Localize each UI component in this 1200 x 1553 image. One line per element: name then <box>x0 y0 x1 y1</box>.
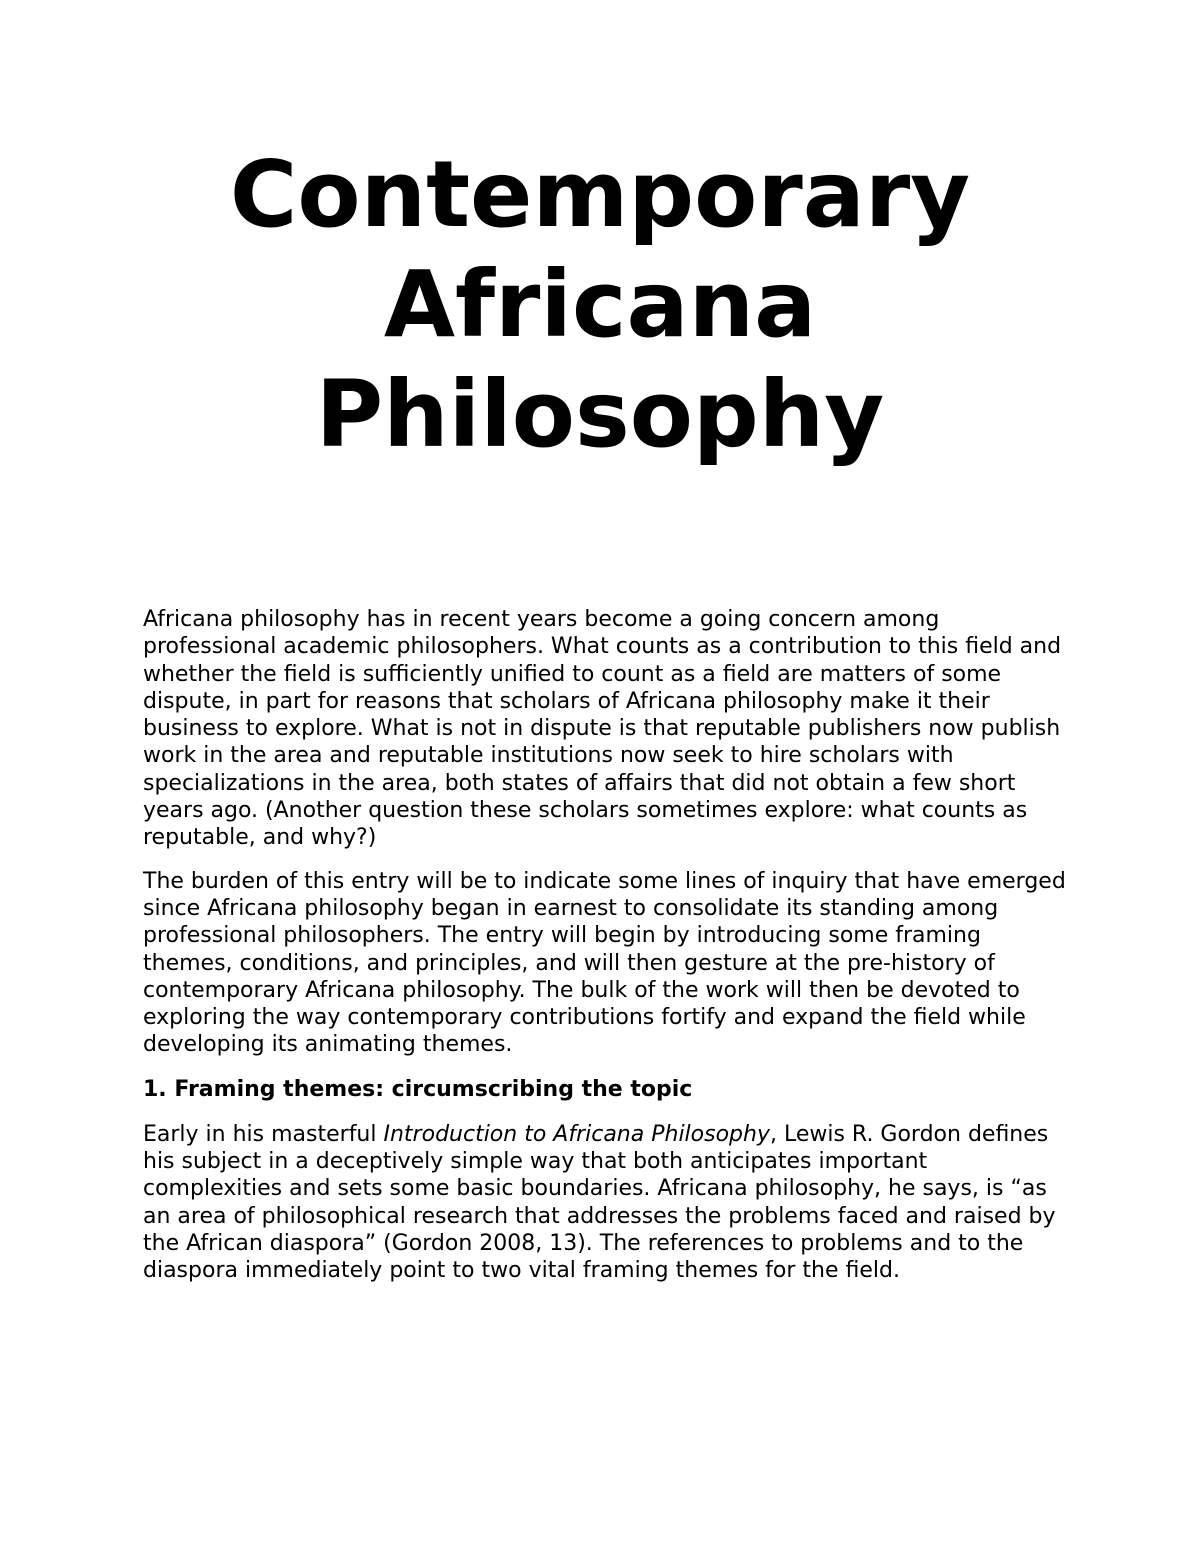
section-text-end: , Lewis R. Gordon defines his subject in a deceptively simple way that both anticipates important complexities and sets some basic boundaries. Africana philosophy, he says, is “as an area of philosophical research that addresses the problems faced and raised by the African diaspora” (Gordon 2008, 13). The references to problems and to the diaspora immediately point to two vital framing themes for the field. <box>143 1121 1056 1284</box>
book-title: Introduction to Africana Philosophy <box>383 1121 770 1147</box>
title-line-3: Philosophy <box>315 361 885 468</box>
document-title <box>0 140 1200 470</box>
intro-paragraph-2: The burden of this entry will be to indicate some lines of inquiry that have emerged since Africana philosophy began in earnest to consolidate its standing among professional philosophers. The entry will begin by introducing some framing themes, conditions, and principles, and will then gesture at the pre-history of contemporary Africana philosophy. The bulk of the work will then be devoted to exploring the way contemporary contributions fortify and expand the field while developing its animating themes. <box>143 868 1066 1058</box>
title-line-1: Contemporary <box>229 141 971 248</box>
section-heading: 1. Framing themes: circumscribing the topic <box>143 1076 693 1102</box>
section-paragraph <box>143 1121 1073 1285</box>
intro-paragraph-1: Africana philosophy has in recent years become a going concern among professional academic philosophers. What counts as a contribution to this field and whether the field is sufficiently unified to count as a field are matters of some dispute, in part for reasons that scholars of Africana philosophy make it their business to explore. What is not in dispute is that reputable publishers now publish work in the area and reputable institutions now seek to hire scholars with specializations in the area, both states of affairs that did not obtain a few short years ago. (Another question these scholars sometimes explore: what counts as reputable, and why?) <box>143 607 1062 851</box>
document-body <box>143 606 1073 1301</box>
section-text-start: Early in his masterful <box>143 1121 384 1147</box>
title-line-2: Africana <box>383 251 817 358</box>
